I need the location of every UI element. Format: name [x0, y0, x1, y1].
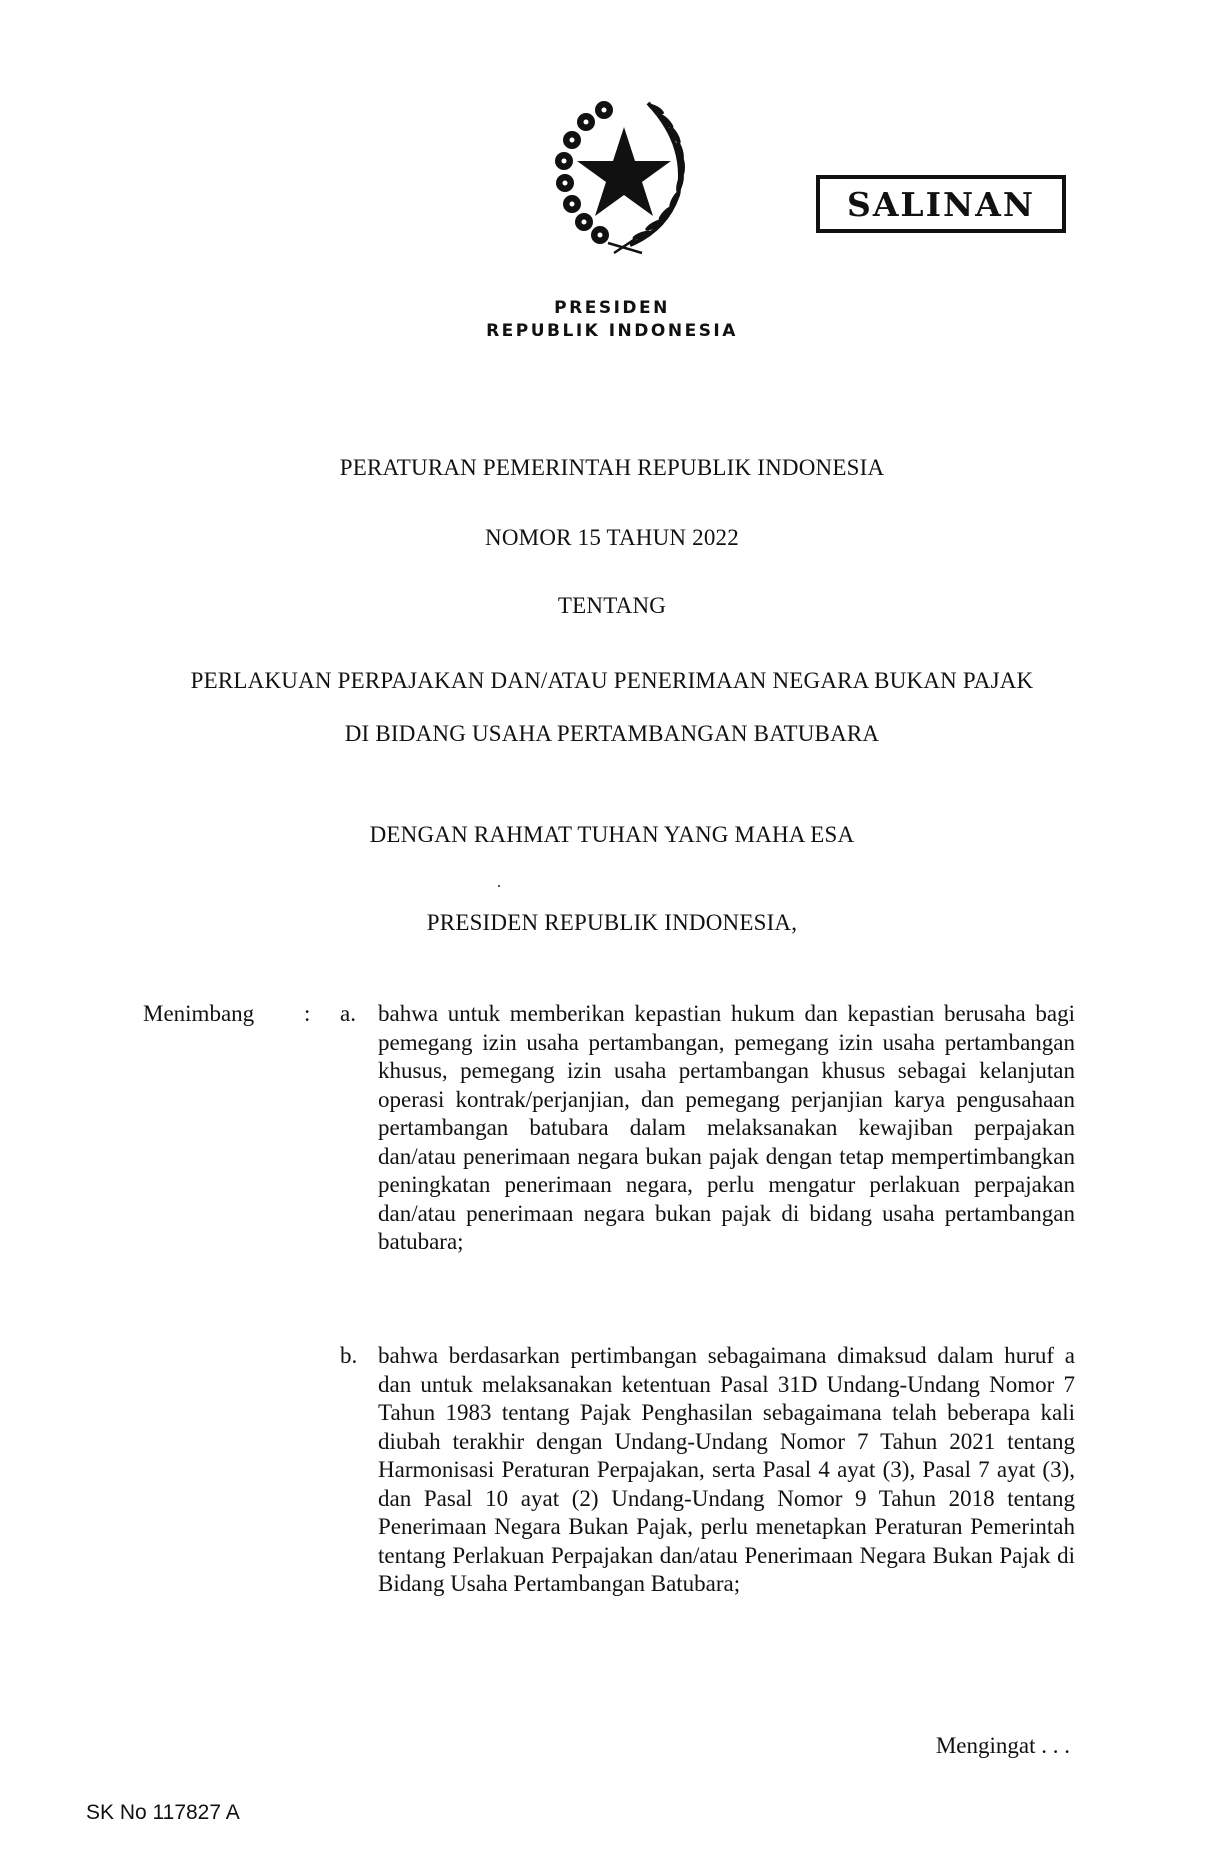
item-marker: a. [340, 1001, 356, 1026]
institution-line-1: PRESIDEN [554, 298, 670, 318]
star-icon [577, 127, 671, 216]
considering-colon: : [304, 1001, 311, 1026]
issuer: PRESIDEN REPUBLIK INDONESIA, [426, 910, 798, 935]
item-marker: b. [340, 1343, 358, 1368]
considering-label: Menimbang [143, 1001, 255, 1026]
item-text: bahwa berdasarkan pertimbangan sebagaimana dimaksud dalam huruf a dan untuk melaksanakan ketentuan Pasal 31D Undang-Undang Nomor 7 Tahun 1983 tentang Pajak Penghasilan sebagaimana telah beberapa kali diubah terakhir dengan Undang-Undang Nomor 7 Tahun 2021 tentang Harmonisasi Peraturan Perpajakan, serta Pasal 4 ayat (3), Pasal 7 ayat (3), dan Pasal 10 ayat (2) Undang-Undang Nomor 9 Tahun 2018 tentang Penerimaan Negara Bukan Pajak, perlu menetapkan Peraturan Pemerintah tentang Perlakuan Perpajakan dan/atau Penerimaan Negara Bukan Pajak di Bidang Usaha Pertambangan Batubara; [378, 1343, 1075, 1596]
scan-speck [498, 885, 500, 887]
regulation-subject-line-2: DI BIDANG USAHA PERTAMBANGAN BATUBARA [344, 721, 880, 746]
regulation-type-title: PERATURAN PEMERINTAH REPUBLIK INDONESIA [339, 455, 885, 480]
presidential-emblem-icon [538, 85, 706, 255]
item-text: bahwa untuk memberikan kepastian hukum dan kepastian berusaha bagi pemegang izin usaha pertambangan, pemegang izin usaha pertambangan khusus, pemegang izin usaha pertambangan khusus sebagai kelanjutan operasi kontrak/perjanjian, dan pemegang perjanjian karya pengusahaan pertambangan batubara dalam melaksanakan kewajiban perpajakan dan/atau penerimaan negara bukan pajak dengan tetap mempertimbangkan peningkatan penerimaan negara, perlu mengatur perlakuan perpajakan dan/atau penerimaan negara bukan pajak di bidang usaha pertambangan batubara; [378, 1001, 1075, 1254]
regulation-subject-line-1: PERLAKUAN PERPAJAKAN DAN/ATAU PENERIMAAN NEGARA BUKAN PAJAK [190, 668, 1034, 693]
institution-line-2: REPUBLIK INDONESIA [486, 321, 738, 341]
invocation: DENGAN RAHMAT TUHAN YANG MAHA ESA [369, 822, 855, 847]
regulation-number: NOMOR 15 TAHUN 2022 [485, 525, 739, 550]
sk-number: SK No 117827 A [86, 1801, 240, 1824]
next-page-continuation: Mengingat . . . [935, 1733, 1070, 1758]
copy-stamp-label: SALINAN [846, 184, 1035, 224]
copy-stamp [816, 175, 1066, 233]
about-label: TENTANG [557, 593, 667, 618]
